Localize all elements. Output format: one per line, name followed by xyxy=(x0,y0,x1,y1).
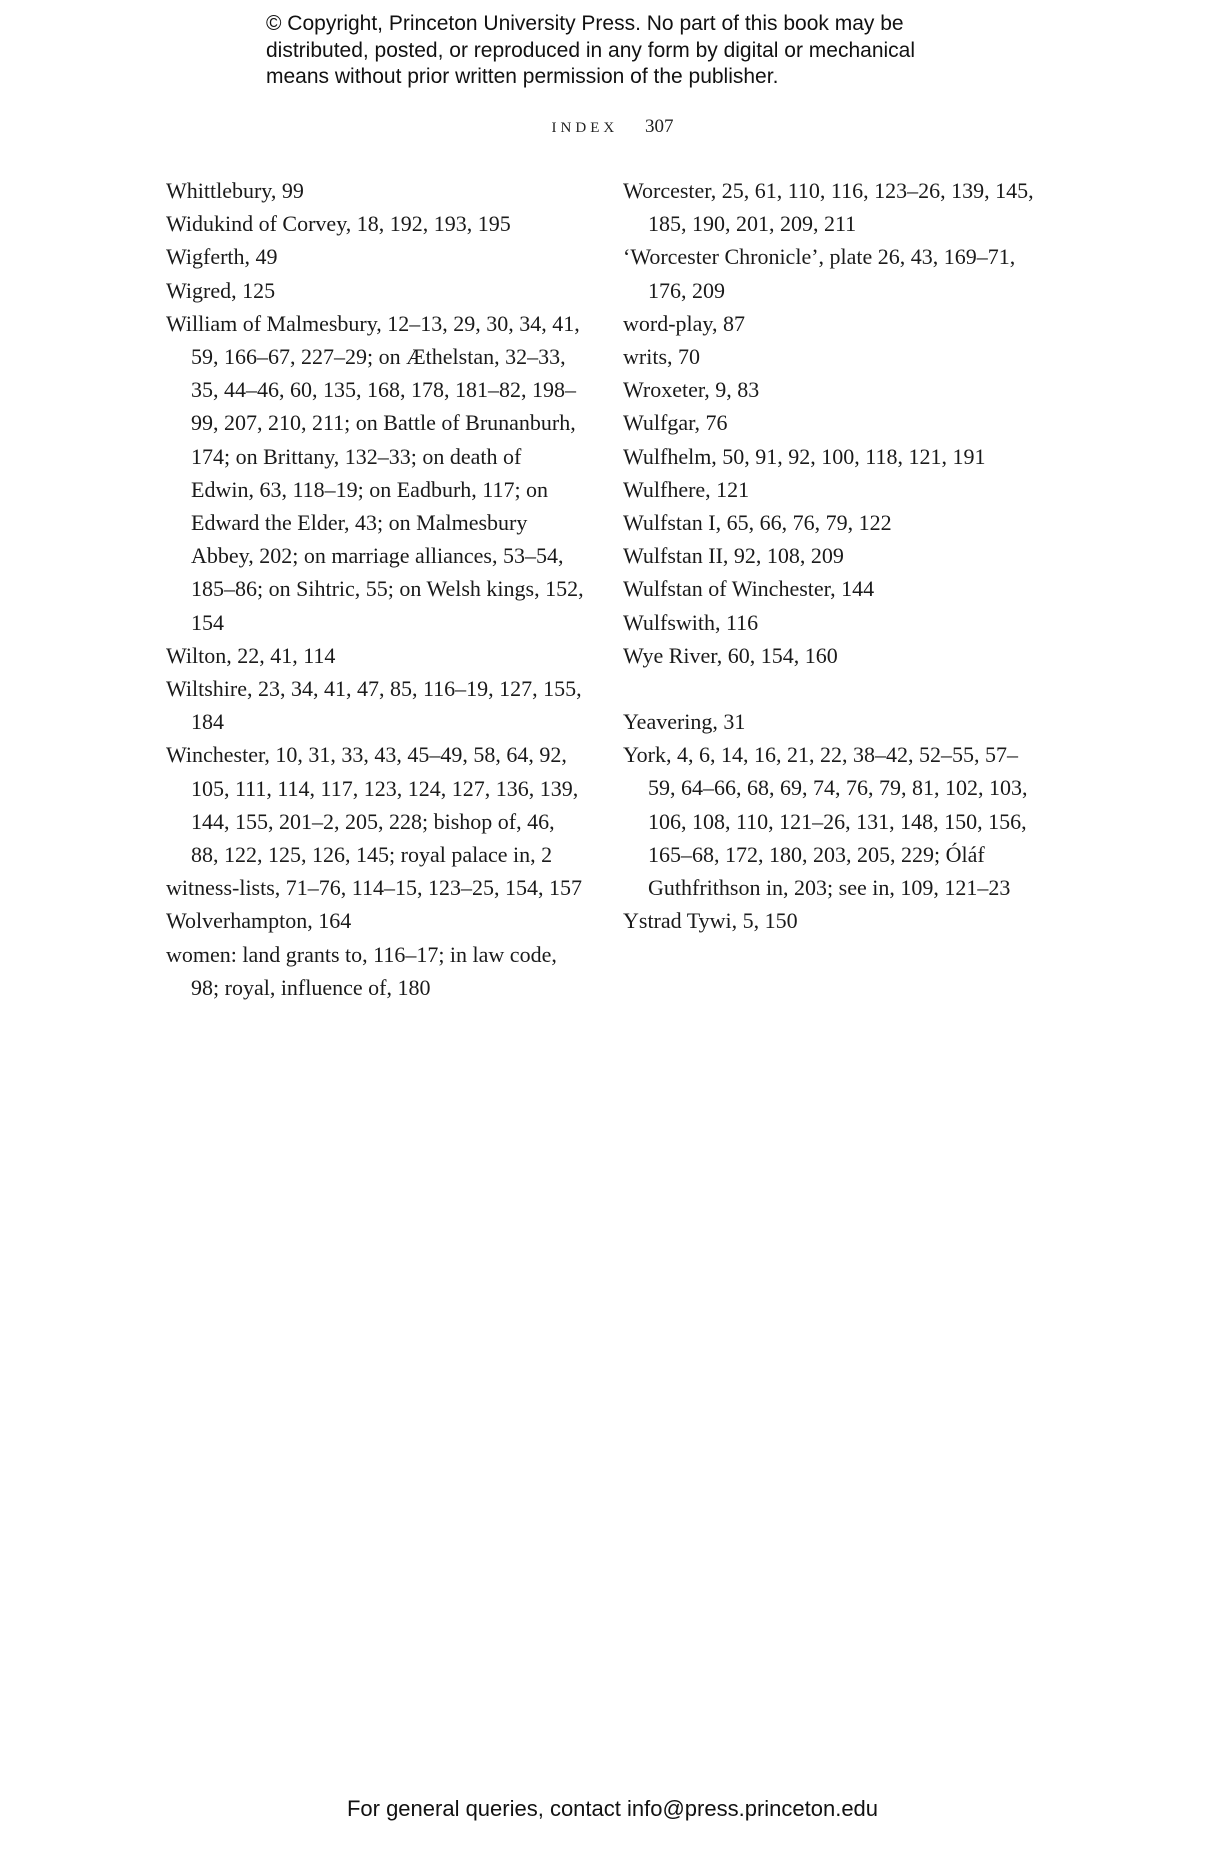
index-entry: Wiltshire, 23, 34, 41, 47, 85, 116–19, 127, 155, 184 xyxy=(166,676,582,735)
index-entry: Wye River, 60, 154, 160 xyxy=(623,642,838,668)
index-entry: Yeavering, 31 xyxy=(623,709,746,735)
index-entry: Wulfhere, 121 xyxy=(623,476,750,502)
index-entry: Wigferth, 49 xyxy=(166,244,278,270)
index-entry: Wulfstan of Winchester, 144 xyxy=(623,576,875,602)
copyright-line: means without prior written permission of the publisher. xyxy=(266,65,779,88)
index-entry: Wulfstan II, 92, 108, 209 xyxy=(623,543,844,569)
index-entry: William of Malmesbury, 12–13, 29, 30, 34, 41, 59, 166–67, 227–29; on Æthelstan, 32–33, 35, 44–46, 60, 135, 168, 178, 181–82, 198–99, 207, 210, 211; on Battle of Brunanburh, 174; on Brittany, 132–33; on death of Edwin, 63, 118–19; on Eadburh, 117; on Edward the Elder, 43; on Malmesbury Abbey, 202; on marriage alliances, 53–54, 185–86; on Sihtric, 55; on Welsh kings, 152, 154 xyxy=(166,310,584,635)
index-entry: witness-lists, 71–76, 114–15, 123–25, 154, 157 xyxy=(166,875,582,901)
index-entry: writs, 70 xyxy=(623,344,700,370)
index-entry: ‘Worcester Chronicle’, plate 26, 43, 169–71, 176, 209 xyxy=(623,244,1016,303)
index-entry: women: land grants to, 116–17; in law code, 98; royal, influence of, 180 xyxy=(166,941,557,1000)
page-number: 307 xyxy=(644,116,674,137)
index-entry: Ystrad Tywi, 5, 150 xyxy=(623,908,798,934)
copyright-notice xyxy=(266,11,1026,91)
index-entry: Wulfswith, 116 xyxy=(623,609,759,635)
index-entry: Winchester, 10, 31, 33, 43, 45–49, 58, 64, 92, 105, 111, 114, 117, 123, 124, 127, 136, 139, 144, 155, 201–2, 205, 228; bishop of, 46, 88, 122, 125, 126, 145; royal palace in, 2 xyxy=(166,742,579,868)
index-entry: Wolverhampton, 164 xyxy=(166,908,352,934)
index-entry: Whittlebury, 99 xyxy=(166,178,304,203)
index-entry: Wroxeter, 9, 83 xyxy=(623,377,760,403)
index-column-left xyxy=(166,174,586,1004)
index-entry: Wulfgar, 76 xyxy=(623,410,728,436)
running-head xyxy=(0,116,1225,138)
index-entry: York, 4, 6, 14, 16, 21, 22, 38–42, 52–55, 57–59, 64–66, 68, 69, 74, 76, 79, 81, 102, 103, 106, 108, 110, 121–26, 131, 148, 150, 156, 165–68, 172, 180, 203, 205, 229; Óláf Guthfrithson in, 203; see in, 109, 121–23 xyxy=(623,742,1028,901)
index-entry: Wulfhelm, 50, 91, 92, 100, 118, 121, 191 xyxy=(623,443,986,469)
footer-contact: For general queries, contact info@press.princeton.edu xyxy=(346,1796,879,1821)
copyright-line: distributed, posted, or reproduced in any form by digital or mechanical xyxy=(266,38,916,62)
copyright-line: © Copyright, Princeton University Press. No part of this book may be xyxy=(266,12,904,35)
index-entry: Wigred, 125 xyxy=(166,277,276,303)
section-label: INDEX xyxy=(551,120,619,136)
index-entry: Widukind of Corvey, 18, 192, 193, 195 xyxy=(166,211,511,237)
index-column-right xyxy=(623,174,1043,937)
index-entry: Wilton, 22, 41, 114 xyxy=(166,642,336,668)
index-entry: Worcester, 25, 61, 110, 116, 123–26, 139, 145, 185, 190, 201, 209, 211 xyxy=(623,178,1034,237)
index-entry: Wulfstan I, 65, 66, 76, 79, 122 xyxy=(623,510,892,536)
index-entry: word-play, 87 xyxy=(623,310,745,336)
